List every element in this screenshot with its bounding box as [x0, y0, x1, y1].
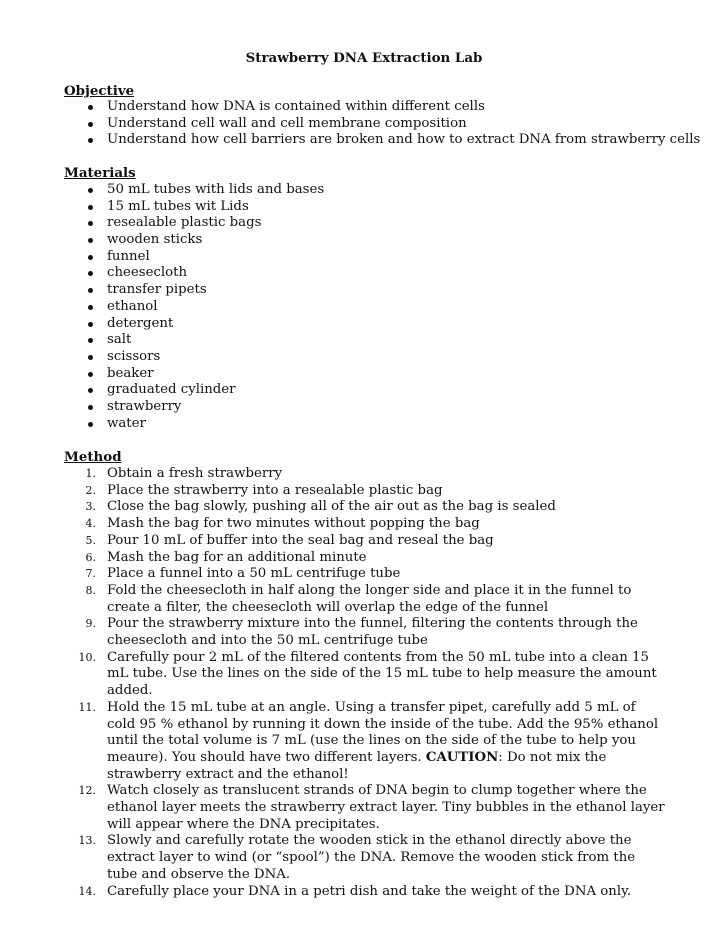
- method-step: 9. Pour the strawberry mixture into the funnel, filtering the contents through the cheesecloth and into the 50 mL centrifuge tube: [85, 616, 638, 649]
- bullet-icon: [88, 322, 93, 327]
- list-item: water: [0, 416, 324, 433]
- list-item: strawberry: [0, 399, 324, 416]
- bullet-icon: [88, 122, 93, 127]
- method-step: 13. Slowly and carefully rotate the wooden stick in the ethanol directly above the extract layer to wind (or “spool”) the DNA. Remove the wooden stick from the tube and observe the DNA.: [78, 833, 636, 882]
- list-item: transfer pipets: [0, 282, 324, 299]
- bullet-icon: [88, 255, 93, 260]
- list-item: resealable plastic bags: [0, 215, 324, 232]
- list-item: detergent: [0, 316, 324, 333]
- list-item: Understand cell wall and cell membrane composition: [0, 116, 700, 133]
- materials-list: [0, 182, 324, 432]
- list-item: 50 mL tubes with lids and bases: [0, 182, 324, 199]
- method-step: 3. Close the bag slowly, pushing all of the air out as the bag is sealed: [85, 499, 556, 515]
- method-heading: Method: [64, 449, 122, 465]
- method-step: 6. Mash the bag for an additional minute: [85, 549, 367, 565]
- list-item: scissors: [0, 349, 324, 366]
- bullet-icon: [88, 338, 93, 343]
- bullet-icon: [88, 305, 93, 310]
- list-item: graduated cylinder: [0, 382, 324, 399]
- bullet-icon: [88, 288, 93, 293]
- bullet-icon: [88, 205, 93, 210]
- bullet-icon: [88, 405, 93, 410]
- bullet-icon: [88, 355, 93, 360]
- method-step: 8. Fold the cheesecloth in half along the longer side and place it in the funnel to create a filter, the cheesecloth will overlap the edge of the funnel: [85, 582, 632, 615]
- bullet-icon: [88, 238, 93, 243]
- bullet-icon: [88, 221, 93, 226]
- bullet-icon: [88, 105, 93, 110]
- method-step: 1. Obtain a fresh strawberry: [85, 466, 283, 481]
- method-step: 14. Carefully place your DNA in a petri dish and take the weight of the DNA only.: [78, 883, 632, 899]
- list-item: wooden sticks: [0, 232, 324, 249]
- method-step: 11. Hold the 15 mL tube at an angle. Using a transfer pipet, carefully add 5 mL of cold 95 % ethanol by running it down the inside of the tube. Add the 95% ethanol until the total volume is 7 mL (use the lines on the side of the tube to help you meaure). You should have two different layers. CAUTION: Do not mix the strawberry extract and the ethanol!: [78, 699, 659, 782]
- caution-label: CAUTION: [425, 749, 499, 765]
- method-step: 12. Watch closely as translucent strands of DNA begin to clump together where the ethanol layer meets the strawberry extract layer. Tiny bubbles in the ethanol layer will appear where the DNA precipitates.: [78, 783, 665, 832]
- list-item: beaker: [0, 366, 324, 383]
- objective-list: [0, 99, 700, 149]
- list-item: cheesecloth: [0, 265, 324, 282]
- list-item: Understand how DNA is contained within different cells: [0, 99, 700, 116]
- bullet-icon: [88, 271, 93, 276]
- method-step: 4. Mash the bag for two minutes without popping the bag: [85, 516, 480, 532]
- bullet-icon: [88, 422, 93, 427]
- list-item: salt: [0, 332, 324, 349]
- list-item: funnel: [0, 249, 324, 266]
- bullet-icon: [88, 388, 93, 393]
- method-step: 7. Place a funnel into a 50 mL centrifuge tube: [85, 566, 401, 582]
- method-step: 2. Place the strawberry into a resealable plastic bag: [85, 482, 443, 498]
- objective-heading: Objective: [64, 83, 135, 99]
- list-item: 15 mL tubes wit Lids: [0, 199, 324, 216]
- method-steps: [0, 466, 667, 900]
- method-step: 10. Carefully pour 2 mL of the filtered contents from the 50 mL tube into a clean 15 mL tube. Use the lines on the side of the 15 mL tube to help measure the amount added.: [78, 649, 657, 699]
- list-item: Understand how cell barriers are broken and how to extract DNA from strawberry cells: [0, 132, 700, 149]
- list-item: ethanol: [0, 299, 324, 316]
- bullet-icon: [88, 138, 93, 143]
- bullet-icon: [88, 188, 93, 193]
- page-title: Strawberry DNA Extraction Lab: [245, 50, 483, 66]
- method-step: 5. Pour 10 mL of buffer into the seal bag and reseal the bag: [85, 532, 494, 548]
- bullet-icon: [88, 372, 93, 377]
- materials-heading: Materials: [64, 165, 136, 181]
